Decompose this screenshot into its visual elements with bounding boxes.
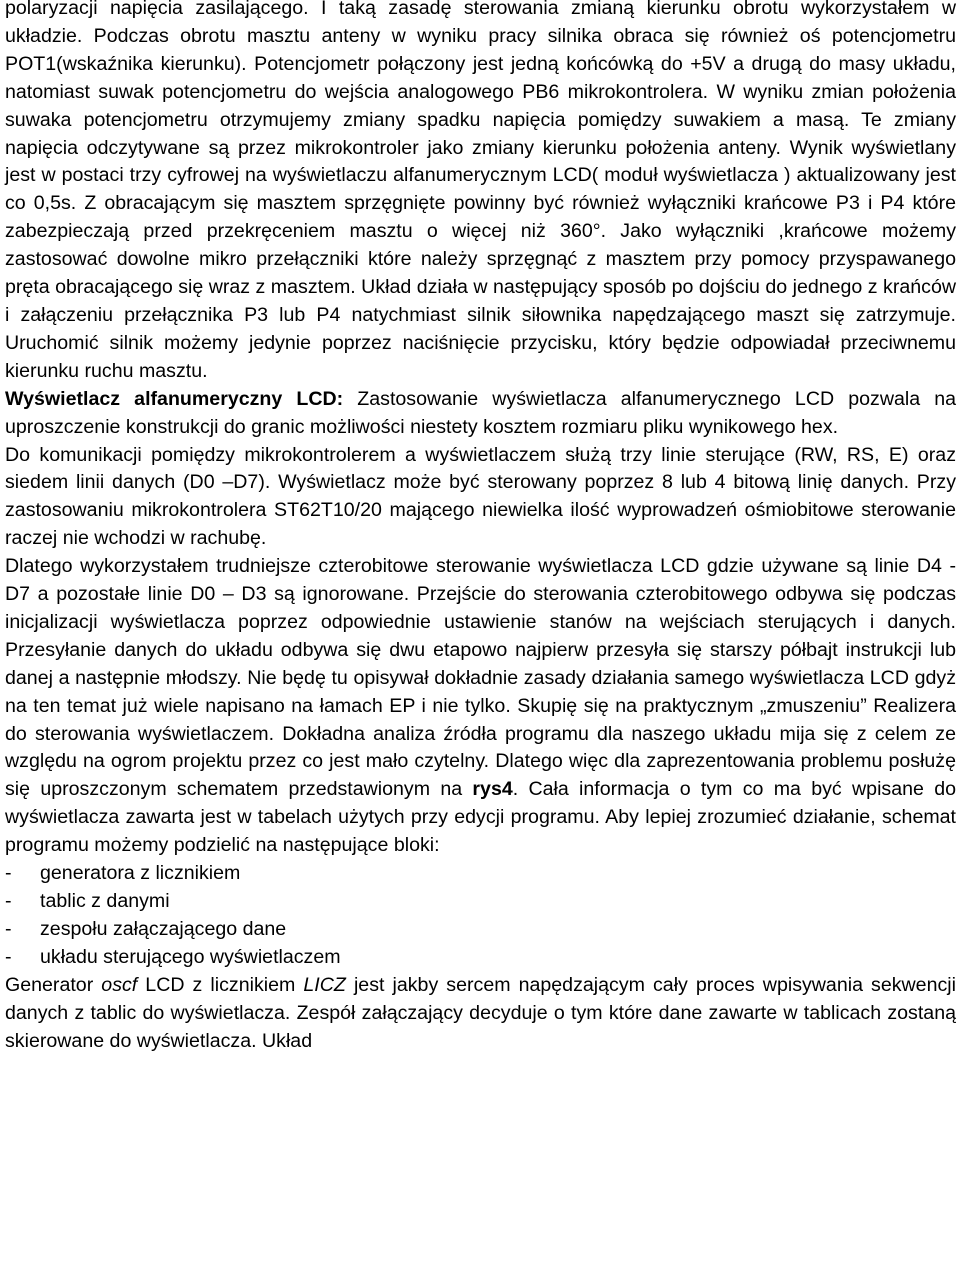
paragraph-potentiometer: polaryzacji napięcia zasilającego. I taką zasadę sterowania zmianą kierunku obrotu wykorzystałem w układzie. Podczas obrotu masztu anteny w wyniku pracy silnika obraca się również oś potencjometru POT1(wskaźnika kierunku). Potencjometr połączony jest jedną końcówką do +5V a drugą do masy układu, natomiast suwak potencjometru do wejścia analogowego PB6 mikrokontrolera. W wyniku zmian położenia suwaka potencjometru otrzymujemy zmiany spadku napięcia pomiędzy suwakiem a masą. Te zmiany napięcia odczytywane są przez mikrokontroler jako zmiany kierunku położenia anteny. Wynik wyświetlany jest w postaci trzy cyfrowej na wyświetlaczu alfanumerycznym LCD( moduł wyświetlacza ) aktualizowany jest co 0,5s. Z obracającym się masztem sprzęgnięte powinny być również wyłączniki krańcowe P3 i P4 które zabezpieczają przed przekręceniem masztu o więcej niż 360°. Jako wyłączniki ,krańcowe możemy zastosować dowolne mikro przełączniki które należy sprzęgnąć z masztem przy pomocy przyspawanego pręta obracającego się wraz z masztem. Układ działa w następujący sposób po dojściu do jednego z krańców i załączeniu przełącznika P3 lub P4 natychmiast silnik siłownika napędzającego maszt się zatrzymuje. Uruchomić silnik możemy jedynie poprzez naciśnięcie przycisku, który będzie odpowiadał przeciwnemu kierunku ruchu masztu.: [5, 0, 956, 382]
paragraph-communication: Do komunikacji pomiędzy mikrokontrolerem a wyświetlaczem służą trzy linie sterujące (RW, RS, E) oraz siedem linii danych (D0 –D7). Wyświetlacz może być sterowany poprzez 8 lub 4 bitową linię danych. Przy zastosowaniu mikrokontrolera ST62T10/20 mającego niewielka ilość wyprowadzeń ośmiobitowe sterowanie raczej nie wchodzi w rachubę.: [5, 443, 956, 550]
paragraph-four-bit: [5, 553, 956, 860]
paragraph-lcd-intro: [5, 386, 956, 442]
list-dash: -: [5, 862, 12, 885]
list-dash: -: [5, 917, 12, 940]
block-list: [5, 860, 956, 972]
four-bit-text-continued: . Cała informacja o tym co ma być wpisane do wyświetlacza zawarta jest w tabelach użytych przy edycji programu. Aby lepiej zrozumieć działanie, schemat programu możemy podzielić na następujące bloki:: [5, 778, 956, 857]
list-item: [5, 888, 956, 916]
licz-term: LICZ: [303, 973, 346, 996]
generator-text-2: LCD z licznikiem: [137, 973, 304, 996]
list-item: [5, 860, 956, 888]
paragraph-generator: [5, 972, 956, 1056]
lcd-intro-text: Zastosowanie wyświetlacza alfanumerycznego LCD pozwala na uproszczenie konstrukcji do granic możliwości niestety kosztem rozmiaru pliku wynikowego hex.: [5, 387, 957, 438]
list-item-text: tablic z danymi: [40, 890, 170, 912]
list-item-text: generatora z licznikiem: [40, 862, 241, 885]
list-item-text: układu sterującego wyświetlaczem: [40, 945, 341, 968]
lcd-heading: Wyświetlacz alfanumeryczny LCD:: [5, 387, 344, 410]
list-item-text: zespołu załączającego dane: [40, 917, 287, 940]
oscf-term: oscf: [101, 973, 138, 996]
generator-text-3: jest jakby sercem napędzającym cały proces wpisywania sekwencji danych z tablic do wyświetlacza. Zespół załączający decyduje o tym które dane zawarte w tablicach zostaną skierowane do wyświetlacza. Układ: [5, 973, 956, 1052]
four-bit-text: Dlatego wykorzystałem trudniejsze czterobitowe sterowanie wyświetlacza LCD gdzie używane są linie D4 - D7 a pozostałe linie D0 – D3 są ignorowane. Przejście do sterowania czterobitowego odbywa się podczas inicjalizacji wyświetlacza poprzez odpowiednie ustawienie stanów na wejściach sterujących i danych. Przesyłanie danych do układu odbywa się dwu etapowo najpierw przesyła się starszy półbajt instrukcji lub danej a następnie młodszy. Nie będę tu opisywał dokładnie zasady działania samego wyświetlacza LCD gdyż na ten temat już wiele napisano na łamach EP i nie tylko. Skupię się na praktycznym „zmuszeniu” Realizera do sterowania wyświetlaczem. Dokładna analiza źródła programu dla naszego układu mija się z celem ze względu na ogrom projektu przez co jest mało czytelny. Dlatego więc dla zaprezentowania problemu posłużę się uproszczonym schematem przedstawionym na: [5, 555, 956, 801]
generator-text: Generator: [5, 973, 102, 996]
figure-reference: rys4: [472, 778, 513, 801]
list-dash: -: [5, 945, 12, 968]
list-item: [5, 944, 956, 972]
list-dash: -: [5, 890, 12, 912]
list-item: [5, 916, 956, 944]
